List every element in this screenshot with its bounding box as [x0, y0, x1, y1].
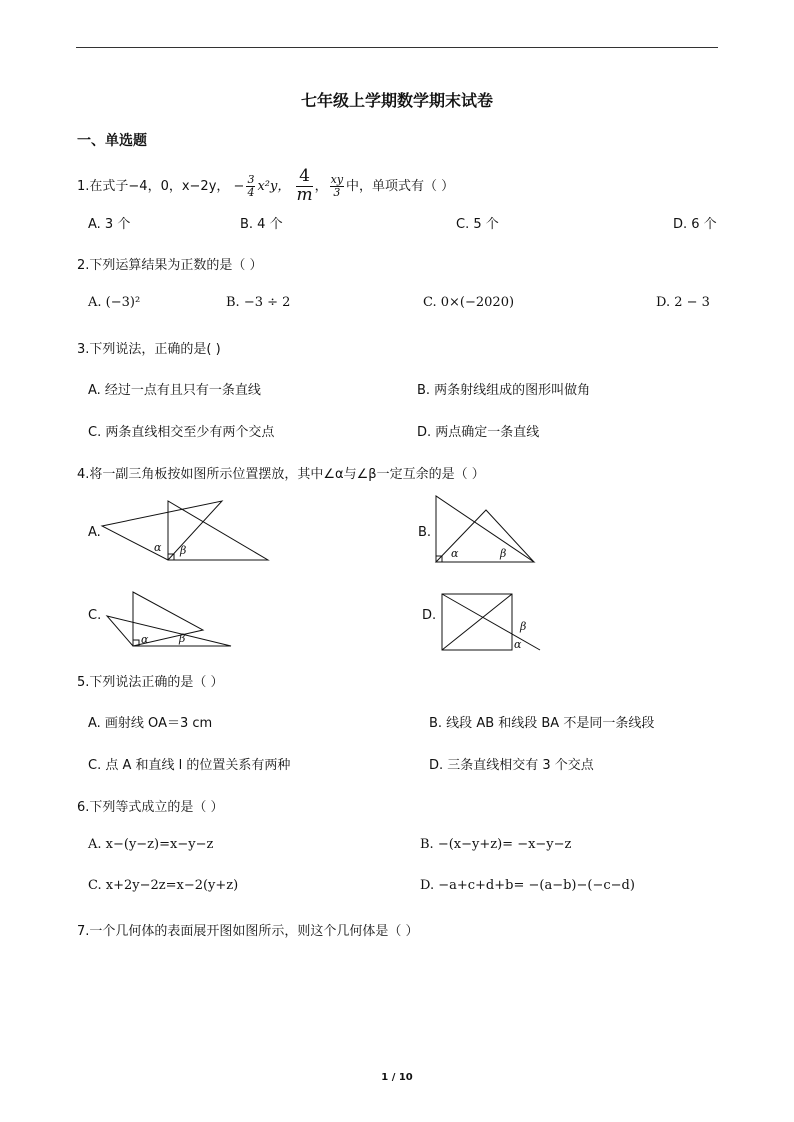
question-6: 6.下列等式成立的是（ ） [77, 800, 224, 815]
beta-label: β [180, 544, 187, 557]
q6-option-b[interactable]: B. −(x−y+z)= −x−y−z [420, 837, 572, 852]
q1-option-b[interactable]: B. 4 个 [240, 217, 283, 232]
q3-option-c[interactable]: C. 两条直线相交至少有两个交点 [88, 425, 275, 440]
q4-option-b-label[interactable]: B. [418, 525, 432, 540]
q5-option-d[interactable]: D. 三条直线相交有 3 个交点 [429, 758, 594, 773]
q1-option-a[interactable]: A. 3 个 [88, 217, 131, 232]
beta-label: β [520, 620, 527, 633]
q6-option-a[interactable]: A. x−(y−z)=x−y−z [88, 837, 214, 852]
page-number: 1 / 10 [381, 1072, 413, 1083]
q5-option-a[interactable]: A. 画射线 OA＝3 cm [88, 716, 213, 731]
beta-label: β [179, 632, 186, 645]
q1-fraction-xy-3: $\frac{xy}{3}$ [330, 173, 344, 199]
triangle-shape [107, 616, 231, 646]
q1-option-d[interactable]: D. 6 个 [673, 217, 717, 232]
q4-figure-b[interactable] [434, 494, 538, 564]
question-5: 5.下列说法正确的是（ ） [77, 675, 224, 690]
q4-figure-c[interactable] [105, 590, 235, 650]
diagonal-line [442, 594, 512, 650]
q1-prefix: 1.在式子−4，0，x−2y， [77, 178, 230, 194]
q6-option-c[interactable]: C. x+2y−2z=x−2(y+z) [88, 878, 239, 893]
q1-sep: ， [314, 178, 328, 194]
question-7: 7.一个几何体的表面展开图如图所示，则这个几何体是（ ） [77, 924, 419, 939]
question-4: 4.将一副三角板按如图所示位置摆放，其中∠α与∠β一定互余的是（ ） [77, 467, 485, 482]
q4-option-a-label[interactable]: A. [88, 525, 101, 540]
q4-option-c-label[interactable]: C. [88, 608, 102, 623]
question-2: 2.下列运算结果为正数的是（ ） [77, 258, 263, 273]
question-1 [77, 168, 454, 205]
q1-suffix: 中，单项式有（ ） [346, 178, 455, 194]
page-title: 七年级上学期数学期末试卷 [300, 91, 493, 110]
q3-option-a[interactable]: A. 经过一点有且只有一条直线 [88, 383, 261, 398]
q5-option-c[interactable]: C. 点 A 和直线 l 的位置关系有两种 [88, 758, 291, 773]
q2-option-d[interactable]: D. 2 − 3 [656, 295, 710, 310]
q4-option-d-label[interactable]: D. [422, 608, 437, 623]
q2-option-c[interactable]: C. 0×(−2020) [423, 295, 515, 310]
alpha-label: α [141, 633, 149, 646]
alpha-label: α [154, 541, 162, 554]
q5-option-b[interactable]: B. 线段 AB 和线段 BA 不是同一条线段 [429, 716, 655, 731]
q3-option-d[interactable]: D. 两点确定一条直线 [417, 425, 540, 440]
q1-option-c[interactable]: C. 5 个 [456, 217, 499, 232]
section-heading: 一、单选题 [77, 133, 147, 149]
q4-figure-a[interactable] [100, 498, 270, 566]
alpha-label: α [514, 638, 522, 651]
q1-expr1-tail: x²y， [257, 178, 291, 194]
question-3: 3.下列说法，正确的是( ) [77, 342, 221, 357]
q2-option-a[interactable]: A. (−3)² [88, 295, 141, 310]
alpha-label: α [451, 547, 459, 560]
q4-figure-d[interactable] [440, 580, 544, 652]
beta-label: β [500, 547, 507, 560]
q1-expr1-sign: − [233, 178, 245, 194]
q1-fraction-4-m: $\frac{4}{m}$ [296, 166, 313, 205]
q1-fraction-3-4: $\frac{3}{4}$ [247, 173, 255, 199]
q2-option-b[interactable]: B. −3 ÷ 2 [226, 295, 291, 310]
q3-option-b[interactable]: B. 两条射线组成的图形叫做角 [417, 383, 591, 398]
triangle-shape [102, 501, 222, 560]
q6-option-d[interactable]: D. −a+c+d+b= −(a−b)−(−c−d) [420, 878, 635, 893]
header-rule [76, 47, 718, 48]
